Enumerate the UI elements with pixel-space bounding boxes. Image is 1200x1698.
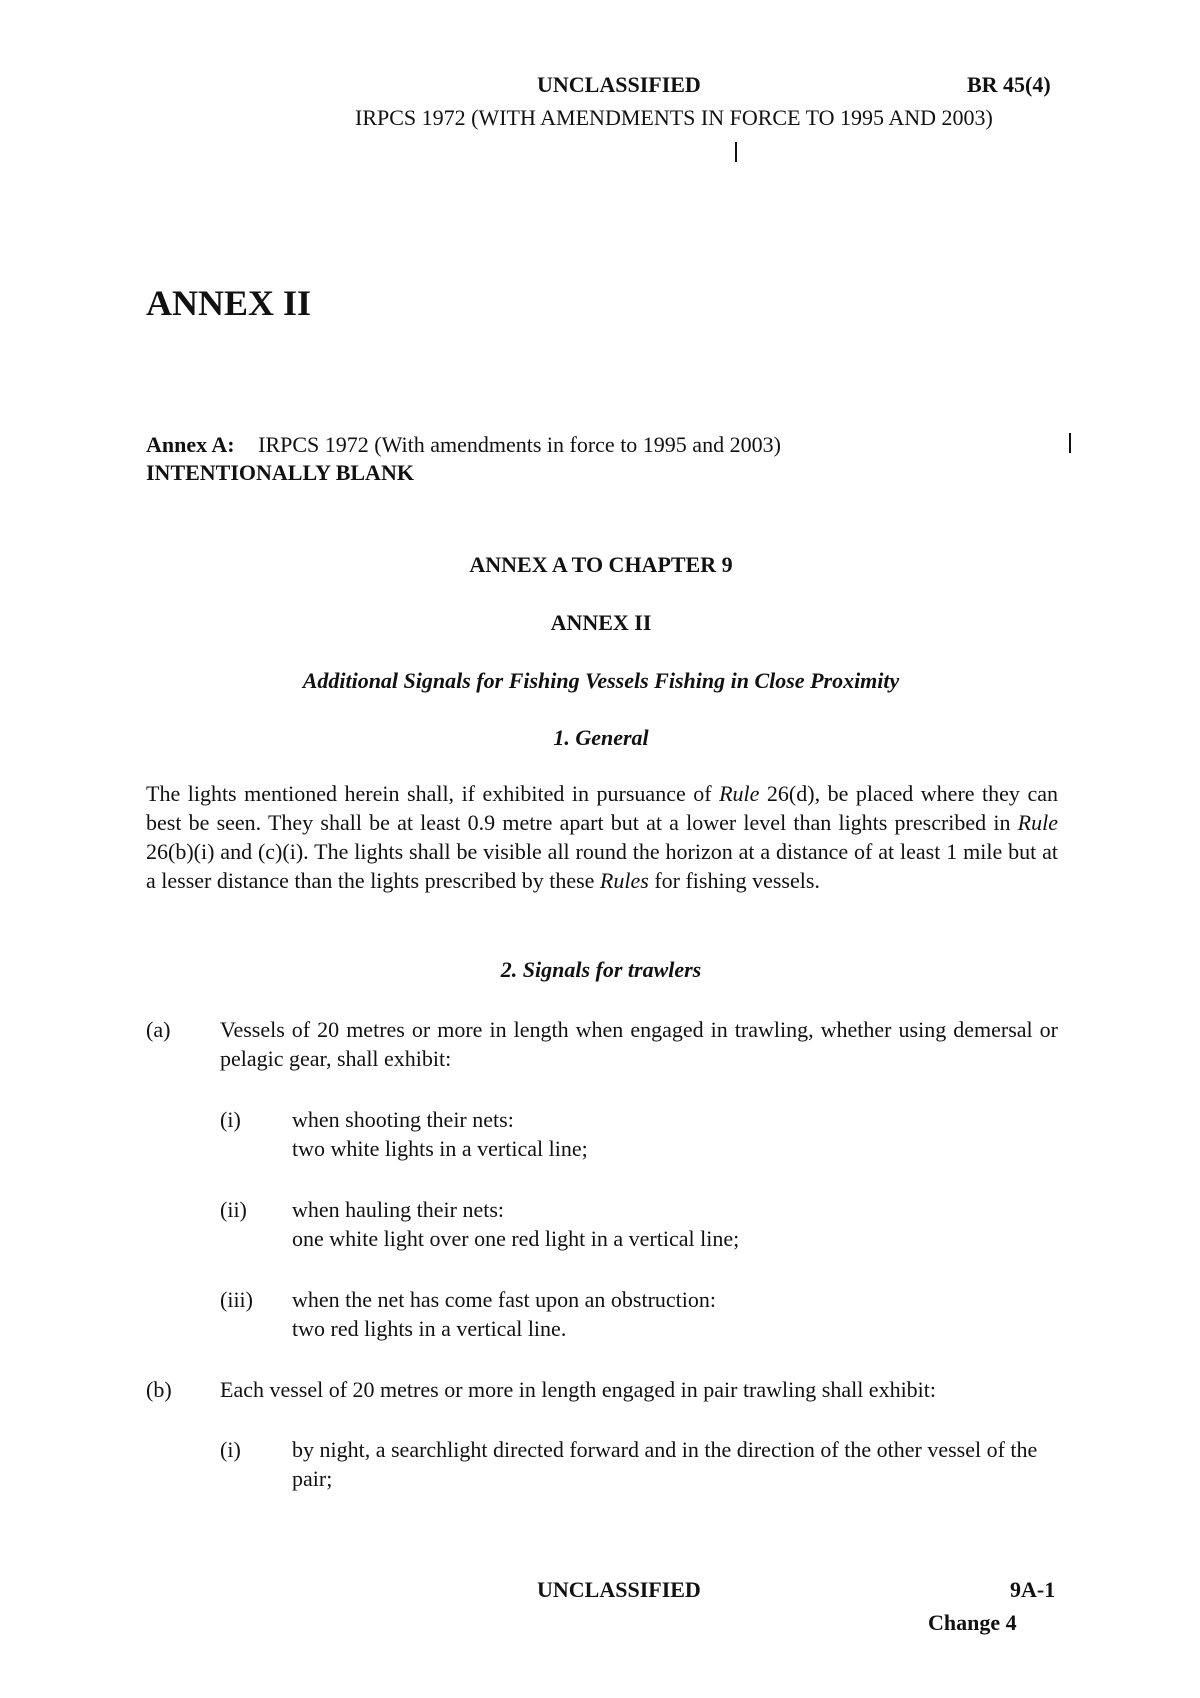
item-a-text: Vessels of 20 metres or more in length when engaged in trawling, whether using demersal or pelagic gear, shall exhibit: — [220, 1017, 1058, 1071]
subitem-label: (i) — [220, 1107, 241, 1132]
general-heading: 1. General — [553, 725, 649, 750]
header-classification: UNCLASSIFIED — [537, 72, 701, 97]
intentionally-blank: INTENTIONALLY BLANK — [146, 460, 414, 485]
annex-a-text: IRPCS 1972 (With amendments in force to 1995 and 2003) — [258, 432, 781, 457]
page-title: ANNEX II — [146, 283, 312, 323]
section-heading: ANNEX A TO CHAPTER 9 — [469, 552, 733, 577]
subitem-line2: two white lights in a vertical line; — [292, 1136, 588, 1161]
paragraph-text: for fishing vessels. — [648, 868, 820, 893]
change-bar — [735, 142, 737, 162]
footer-page-number: 9A-1 — [1010, 1577, 1056, 1602]
annex-heading: ANNEX II — [550, 610, 652, 635]
general-paragraph — [146, 779, 1058, 895]
item-b-label: (b) — [146, 1377, 172, 1402]
item-b-text: Each vessel of 20 metres or more in length engaged in pair trawling shall exhibit: — [220, 1377, 937, 1402]
subitem-line2: two red lights in a vertical line. — [292, 1316, 567, 1341]
italic-title: Additional Signals for Fishing Vessels Fishing in Close Proximity — [302, 668, 900, 693]
paragraph-text: The lights mentioned herein shall, if exhibited in pursuance of — [146, 781, 720, 806]
change-bar — [1069, 433, 1071, 453]
paragraph-text: 26(b)(i) and (c)(i). The lights shall be visible all round the horizon at a distance of at least 1 mile but at a lesser distance than the lights prescribed by these — [146, 839, 1058, 893]
rule-ref: Rules — [599, 868, 649, 893]
subitem-line1: when hauling their nets: — [292, 1197, 505, 1222]
subitem-label: (i) — [220, 1437, 241, 1462]
trawlers-heading: 2. Signals for trawlers — [500, 957, 702, 982]
subitem-line1: when the net has come fast upon an obstruction: — [292, 1287, 717, 1312]
subitem-label: (iii) — [220, 1287, 253, 1312]
annex-a-label: Annex A: — [146, 432, 235, 457]
subitem-label: (ii) — [220, 1197, 247, 1222]
rule-ref: Rule — [1017, 810, 1058, 835]
paragraph-text: 26(d), be placed where they can best be seen. They shall be at least 0.9 metre apart but at a lower level than lights prescribed in — [146, 781, 1058, 835]
item-a-label: (a) — [146, 1017, 171, 1042]
footer-classification: UNCLASSIFIED — [537, 1577, 701, 1602]
header-doc-ref: BR 45(4) — [967, 72, 1051, 97]
footer-change: Change 4 — [928, 1610, 1017, 1635]
annex-a-row — [146, 430, 781, 459]
subitem-line2: one white light over one red light in a vertical line; — [292, 1226, 740, 1251]
subitem-line1: when shooting their nets: — [292, 1107, 514, 1132]
rule-ref: Rule — [719, 781, 760, 806]
header-subtitle: IRPCS 1972 (WITH AMENDMENTS IN FORCE TO 1995 AND 2003) — [355, 105, 993, 130]
subitem-text: by night, a searchlight directed forward and in the direction of the other vessel of the pair; — [292, 1437, 1038, 1491]
